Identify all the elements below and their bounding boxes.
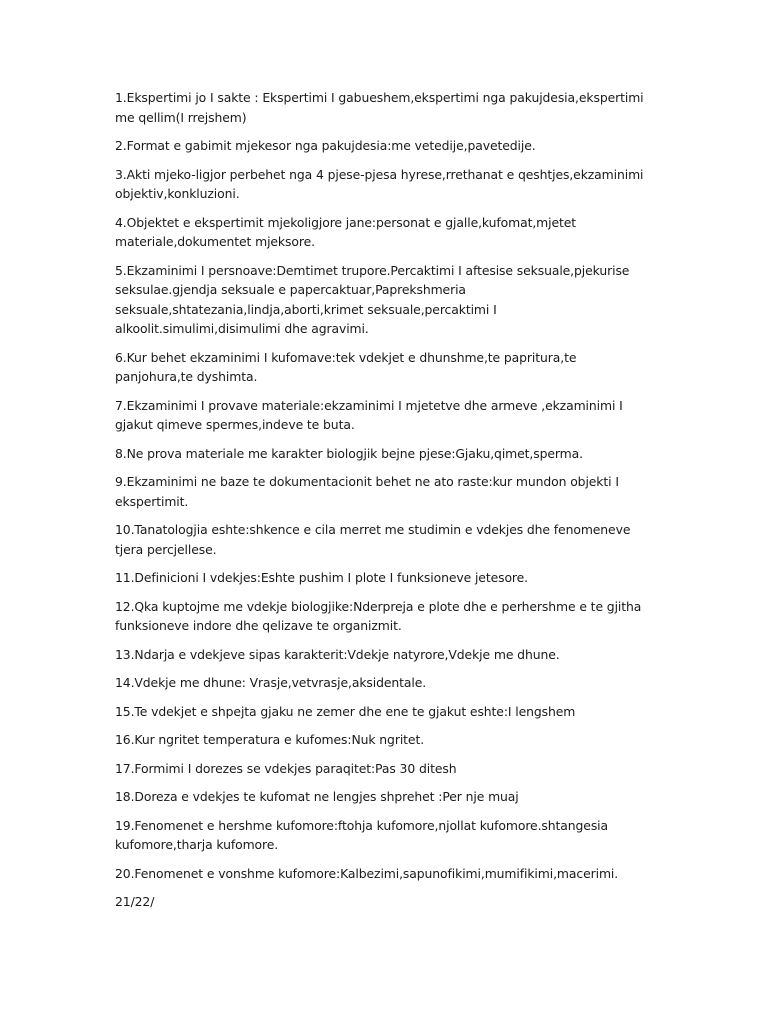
paragraph-7: 7.Ekzaminimi I provave materiale:ekzaminimi I mjetetve dhe armeve ,ekzaminimi I gjakut qimeve spermes,indeve te buta.: [115, 397, 623, 432]
paragraph-12: 12.Qka kuptojme me vdekje biologjike:Nderpreja e plote dhe e perhershme e te gjitha funksioneve indore dhe qelizave te organizmit.: [115, 598, 642, 633]
paragraph-1: 1.Ekspertimi jo I sakte : Ekspertimi I gabueshem,ekspertimi nga pakujdesia,ekspertimi me qellim(I rrejshem): [115, 90, 644, 125]
paragraph-21: 21/22/: [115, 894, 155, 909]
paragraph-18: 18.Doreza e vdekjes te kufomat ne lengjes shprehet :Per nje muaj: [115, 789, 519, 804]
paragraph-17: 17.Formimi I dorezes se vdekjes paraqitet:Pas 30 ditesh: [115, 760, 457, 776]
paragraph-15: 15.Te vdekjet e shpejta gjaku ne zemer dhe ene te gjakut eshte:I lengshem: [115, 703, 576, 719]
paragraph-19: 19.Fenomenet e hershme kufomore:ftohja kufomore,njollat kufomore.shtangesia kufomore,tharja kufomore.: [115, 817, 609, 852]
paragraph-4: 4.Objektet e ekspertimit mjekoligjore jane:personat e gjalle,kufomat,mjetet materiale,dokumentet mjeksore.: [115, 214, 577, 249]
paragraph-11: 11.Definicioni I vdekjes:Eshte pushim I plote I funksioneve jetesore.: [115, 570, 529, 585]
paragraph-16: 16.Kur ngritet temperatura e kufomes:Nuk ngritet.: [115, 732, 425, 747]
paragraph-3: 3.Akti mjeko-ligjor perbehet nga 4 pjese-pjesa hyrese,rrethanat e qeshtjes,ekzaminimi objektiv,konkluzioni.: [115, 166, 644, 201]
paragraph-5: 5.Ekzaminimi I persnoave:Demtimet trupore.Percaktimi I aftesise seksuale,pjekurise seksulae.gjendja seksuale e papercaktuar,Paprekshmeria seksuale,shtatezania,lindja,aborti,krimet seksuale,percaktimi I alkoolit.simulimi,disimulimi dhe agravimi.: [115, 262, 630, 336]
document-body: [115, 88, 650, 921]
paragraph-10: 10.Tanatologjia eshte:shkence e cila merret me studimin e vdekjes dhe fenomeneve tjera percjellese.: [115, 522, 631, 557]
paragraph-8: 8.Ne prova materiale me karakter biologjik bejne pjese:Gjaku,qimet,sperma.: [115, 445, 583, 461]
paragraph-20: 20.Fenomenet e vonshme kufomore:Kalbezimi,sapunofikimi,mumifikimi,macerimi.: [115, 865, 619, 881]
paragraph-13: 13.Ndarja e vdekjeve sipas karakterit:Vdekje natyrore,Vdekje me dhune.: [115, 646, 560, 662]
paragraph-2: 2.Format e gabimit mjekesor nga pakujdesia:me vetedije,pavetedije.: [115, 138, 536, 153]
paragraph-14: 14.Vdekje me dhune: Vrasje,vetvrasje,aksidentale.: [115, 675, 427, 690]
paragraph-9: 9.Ekzaminimi ne baze te dokumentacionit behet ne ato raste:kur mundon objekti I ekspertimit.: [115, 474, 619, 509]
paragraph-6: 6.Kur behet ekzaminimi I kufomave:tek vdekjet e dhunshme,te papritura,te panjohura,te dyshimta.: [115, 349, 577, 384]
